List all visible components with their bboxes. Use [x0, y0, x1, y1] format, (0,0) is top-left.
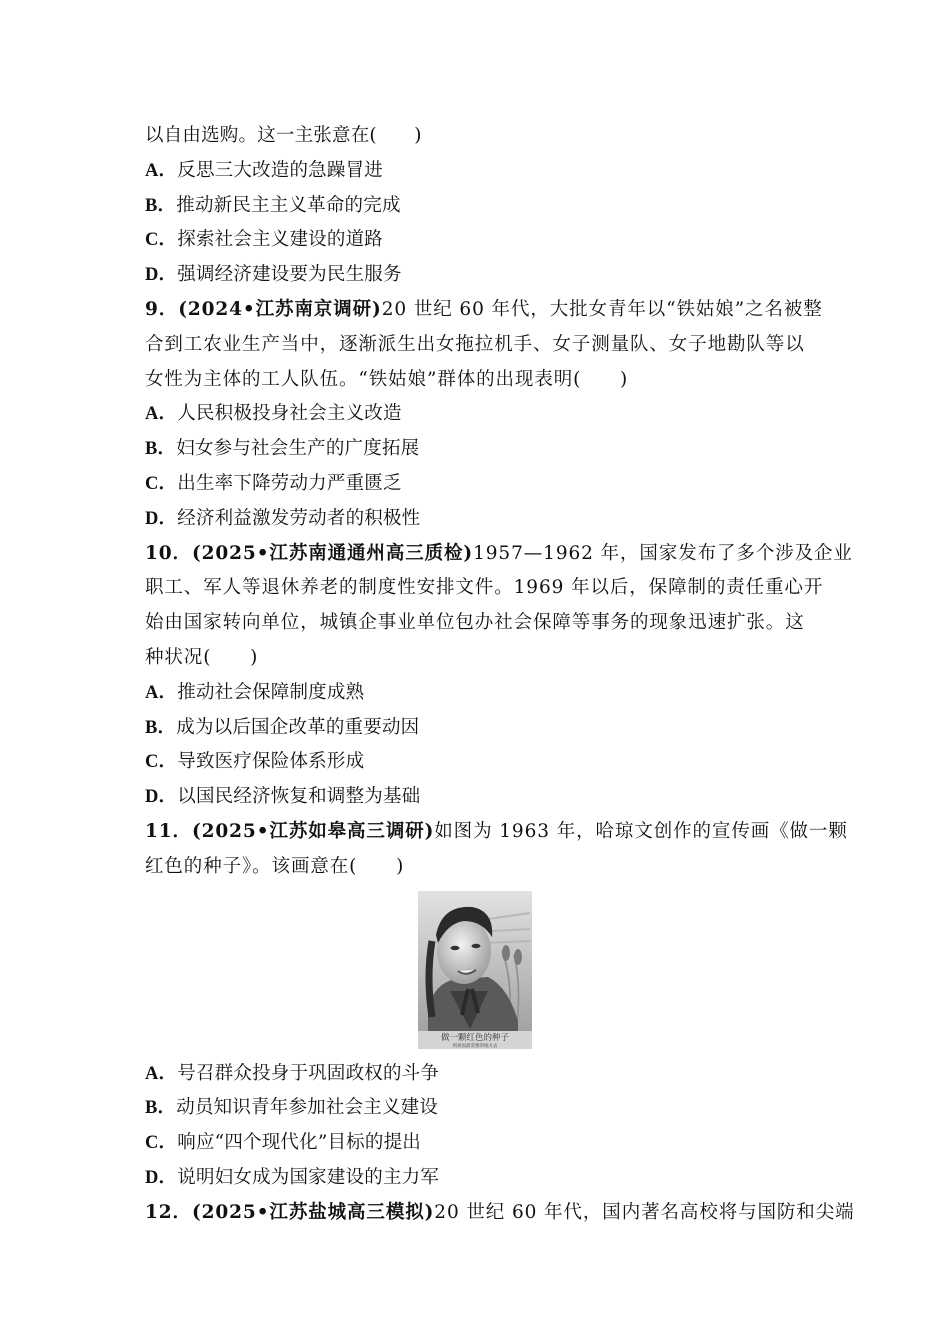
- q11-option-c[interactable]: [145, 1126, 807, 1161]
- question-8: [145, 119, 807, 293]
- q9-option-a[interactable]: [145, 397, 807, 432]
- option-letter: C．: [145, 473, 178, 494]
- question-10-stem-line-3: 始由国家转向单位，城镇企事业单位包办社会保障等事务的现象迅速扩张。这: [145, 612, 805, 634]
- question-number: 12．: [145, 1201, 192, 1223]
- question-11: [145, 815, 848, 885]
- option-letter: B．: [145, 717, 177, 738]
- q10-option-a[interactable]: [145, 676, 807, 711]
- q10-option-d[interactable]: [145, 780, 807, 815]
- option-text: 以国民经济恢复和调整为基础: [177, 786, 421, 808]
- question-9-stem-line-3: 女性为主体的工人队伍。“铁姑娘”群体的出现表明( ): [145, 368, 629, 390]
- question-text: 20 世纪 60 年代，国内著名高校将与国防和尖端: [434, 1201, 855, 1223]
- question-number: 11．: [145, 820, 192, 842]
- q8-option-d[interactable]: [145, 258, 807, 293]
- q11-option-b[interactable]: [145, 1091, 807, 1126]
- option-text: 成为以后国企改革的重要动因: [176, 716, 420, 738]
- question-9-stem-line-2: 合到工农业生产当中，逐渐派生出女拖拉机手、女子测量队、女子地勘队等以: [145, 333, 805, 355]
- option-letter: A．: [145, 160, 178, 181]
- q8-option-b[interactable]: [145, 189, 807, 224]
- option-text: 导致医疗保险体系形成: [177, 751, 365, 773]
- propaganda-poster-image: [418, 891, 532, 1049]
- question-10-options: [145, 676, 807, 815]
- option-letter: D．: [145, 508, 178, 529]
- question-10-stem-line-1: [145, 537, 853, 572]
- option-letter: C．: [145, 752, 178, 773]
- question-11-stem-line-2: 红色的种子》。该画意在( ): [145, 855, 405, 877]
- option-letter: C．: [145, 230, 178, 251]
- question-12-stem-line-1: [145, 1196, 855, 1231]
- option-letter: A．: [145, 1063, 178, 1084]
- option-text: 出生率下降劳动力严重匮乏: [177, 472, 402, 494]
- option-letter: B．: [145, 195, 177, 216]
- option-text: 探索社会主义建设的道路: [177, 229, 383, 251]
- question-8-stem: 以自由选购。这一主张意在( ): [145, 125, 422, 146]
- poster-caption: 到祖国最需要的地方去: [452, 1043, 498, 1049]
- poster-figure: [145, 891, 807, 1053]
- option-letter: D．: [145, 1167, 178, 1188]
- q9-option-d[interactable]: [145, 502, 807, 537]
- question-11-options: [145, 1057, 807, 1196]
- question-9: [145, 293, 823, 397]
- question-10-stem-line-2: 职工、军人等退休养老的制度性安排文件。1969 年以后，保障制的责任重心开: [145, 577, 824, 599]
- option-text: 说明妇女成为国家建设的主力军: [177, 1166, 440, 1188]
- question-source: (2025•江苏南通通州高三质检): [191, 542, 474, 564]
- question-text: 1957—1962 年，国家发布了多个涉及企业: [473, 542, 853, 564]
- option-letter: C．: [145, 1133, 178, 1154]
- q10-option-c[interactable]: [145, 745, 807, 780]
- option-letter: D．: [145, 787, 178, 808]
- option-letter: D．: [145, 265, 178, 286]
- option-text: 推动新民主主义革命的完成: [176, 194, 401, 216]
- question-9-options: [145, 397, 807, 536]
- option-text: 反思三大改造的急躁冒进: [177, 159, 383, 181]
- poster-title: 做一颗红色的种子: [440, 1032, 510, 1043]
- q8-option-a[interactable]: [145, 154, 807, 189]
- q8-option-c[interactable]: [145, 223, 807, 258]
- q11-option-a[interactable]: [145, 1057, 807, 1092]
- question-number: 10．: [145, 542, 192, 564]
- question-text: 如图为 1963 年，哈琼文创作的宣传画《做一颗: [434, 820, 848, 842]
- question-9-stem-line-1: [145, 293, 823, 328]
- option-text: 动员知识青年参加社会主义建设: [176, 1097, 439, 1119]
- option-letter: A．: [145, 404, 178, 425]
- option-text: 号召群众投身于巩固政权的斗争: [177, 1062, 440, 1084]
- question-10-stem-line-4: 种状况( ): [145, 646, 259, 668]
- option-text: 经济利益激发劳动者的积极性: [177, 507, 421, 529]
- question-source: (2024•江苏南京调研): [178, 298, 382, 320]
- q10-option-b[interactable]: [145, 711, 807, 746]
- question-source: (2025•江苏盐城高三模拟): [191, 1201, 435, 1223]
- option-letter: A．: [145, 682, 178, 703]
- option-letter: B．: [145, 439, 177, 460]
- option-letter: B．: [145, 1098, 177, 1119]
- question-content: [145, 119, 855, 1231]
- q11-option-d[interactable]: [145, 1161, 807, 1196]
- question-10: [145, 537, 853, 676]
- option-text: 人民积极投身社会主义改造: [177, 403, 402, 425]
- q9-option-b[interactable]: [145, 432, 807, 467]
- question-12: [145, 1196, 855, 1231]
- q9-option-c[interactable]: [145, 467, 807, 502]
- option-text: 强调经济建设要为民生服务: [177, 264, 402, 286]
- question-text: 20 世纪 60 年代，大批女青年以“铁姑娘”之名被整: [381, 298, 823, 320]
- question-source: (2025•江苏如皋高三调研): [191, 820, 435, 842]
- option-text: 响应“四个现代化”目标的提出: [177, 1132, 421, 1154]
- option-text: 妇女参与社会生产的广度拓展: [176, 438, 420, 460]
- question-11-stem-line-1: [145, 815, 848, 850]
- question-number: 9．: [145, 298, 179, 320]
- option-text: 推动社会保障制度成熟: [177, 681, 365, 703]
